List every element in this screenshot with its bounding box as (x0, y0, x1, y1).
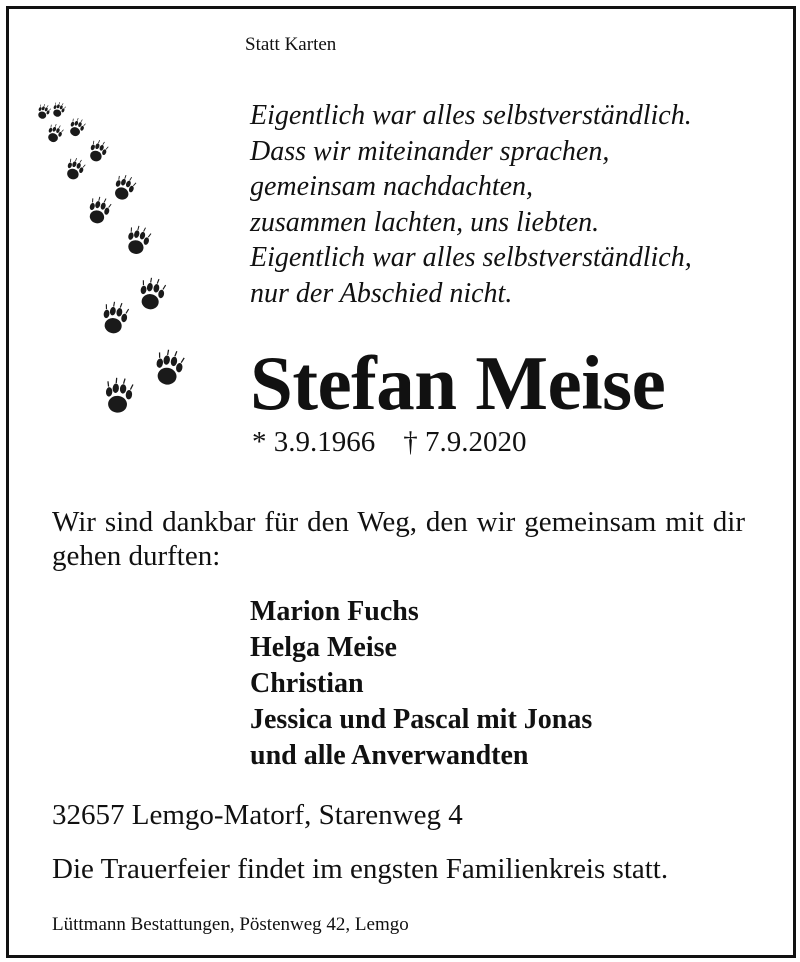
paw-prints-icon (30, 95, 200, 435)
paw-print (64, 156, 87, 182)
poem-line: nur der Abschied nicht. (250, 277, 513, 309)
ceremony-note: Die Trauerfeier findet im engsten Familienkreis statt. (52, 853, 669, 885)
poem-line: zusammen lachten, uns liebten. (250, 206, 600, 238)
poem-line: Eigentlich war alles selbstverständlich. (250, 100, 692, 131)
mourner-name: Marion Fuchs (250, 596, 419, 627)
poem-line: Eigentlich war alles selbstverständlich, (250, 242, 692, 273)
paw-print (86, 195, 112, 226)
life-dates (252, 426, 527, 459)
paw-print (67, 116, 86, 138)
thanks-text: Wir sind dankbar für den Weg, den wir gemeinsam mit dir gehen durften: (52, 506, 745, 572)
paw-print (36, 103, 52, 121)
header-note: Statt Karten (245, 34, 337, 55)
poem (250, 98, 692, 311)
paw-print (153, 348, 185, 387)
death-date: † 7.9.2020 (403, 426, 527, 458)
paw-print (45, 122, 64, 144)
paw-print (51, 101, 67, 119)
mourner-name: und alle Anverwandten (250, 740, 529, 771)
paw-print (104, 377, 133, 414)
paw-print (101, 300, 130, 335)
mourners-list (250, 594, 592, 774)
family-address: 32657 Lemgo-Matorf, Starenweg 4 (52, 799, 463, 831)
mourner-name: Christian (250, 668, 364, 699)
undertaker-info: Lüttmann Bestattungen, Pöstenweg 42, Lemgo (52, 914, 409, 935)
paw-print (111, 173, 137, 203)
deceased-name: Stefan Meise (250, 340, 666, 426)
poem-line: Dass wir miteinander sprachen, (250, 135, 610, 167)
paw-print (138, 276, 167, 311)
mourner-name: Helga Meise (250, 632, 397, 663)
paw-print (87, 138, 110, 164)
poem-line: gemeinsam nachdachten, (250, 171, 534, 202)
paw-print (124, 224, 152, 257)
birth-date: * 3.9.1966 (252, 426, 376, 458)
mourner-name: Jessica und Pascal mit Jonas (250, 704, 593, 735)
